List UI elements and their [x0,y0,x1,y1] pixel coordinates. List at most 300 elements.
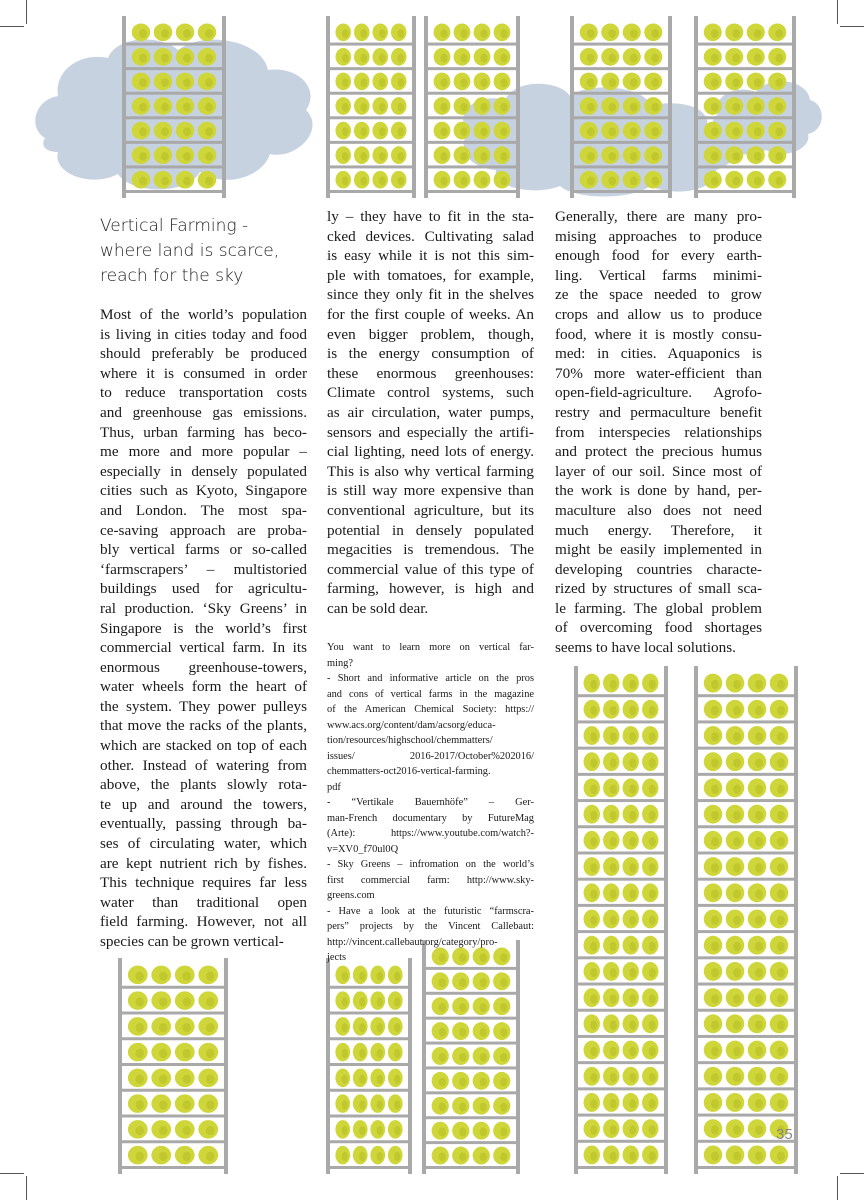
plant-shade [629,994,636,1003]
plant-shade [777,837,785,846]
text-line: ral production. ‘Sky Greens’ in [100,599,307,617]
plant-shade [342,127,349,136]
plant-shade [139,177,147,186]
plant-shade [183,1049,191,1058]
plant-shade [590,889,597,898]
plant-shade [183,103,191,112]
plant-shade [480,1103,487,1112]
plant-shade [500,1078,507,1087]
plant-shade [342,103,349,112]
plant-shade [733,1125,741,1134]
plant-shade [500,103,507,112]
rack-shelf [574,1140,668,1143]
plant-shade [394,1049,400,1058]
plant-shade [649,732,656,741]
plant-shade [777,942,785,951]
rack-shelf [694,956,798,959]
rack-shelf [694,141,796,144]
plant-shade [777,680,785,689]
rack-shelf [574,799,668,802]
rack-shelf [326,190,416,193]
plant-shade [206,1023,214,1032]
plant-shade [755,1047,763,1056]
rack-shelf [424,141,520,144]
rack-shelf [422,1091,520,1094]
text-line: which are stacked on top of each [100,737,307,755]
text-line: This is also why vertical farming [327,462,534,480]
plant-shade [500,177,507,186]
text-line: - Short and informative article on the pros [327,673,534,684]
text-line: mising approaches to produce [555,227,762,245]
rack-shelf [422,1116,520,1119]
plant-shade [480,54,487,63]
rack-shelf [422,1042,520,1045]
plant-shade [610,1099,617,1108]
article-heading [100,214,300,289]
plant-shade [394,1126,400,1135]
plant-shade [775,78,783,87]
text-line: 70% more water-efficient than [555,364,762,382]
plant-shade [480,1127,487,1136]
plant-shade [610,706,617,715]
text-line: the work is done by hand, per- [555,482,762,500]
rack-shelf [574,720,668,723]
text-line: and London. The most spa- [100,501,307,519]
plant-shade [480,1028,487,1037]
text-line: le farming. The global problem [555,599,762,617]
plant-shade [755,706,763,715]
plant-shade [480,103,487,112]
plant-shade [711,103,719,112]
rack-shelf [570,92,672,95]
plant-shade [608,78,616,87]
plant-shade [629,1099,636,1108]
text-line: v=XV0_f70ul0Q [327,843,399,855]
plant-shade [651,177,659,186]
text-line: that move the racks of the plants, [100,717,307,735]
plant-shade [777,785,785,794]
plant-shade [629,1047,636,1056]
plant-shade [342,1075,348,1084]
text-line: man-French documentary by FutureMag [327,812,534,824]
plant-shade [610,994,617,1003]
plant-shade [159,1049,167,1058]
plant-shade [480,978,487,987]
plant-shade [711,785,719,794]
plant-shade [590,706,597,715]
plant-shade [440,177,447,186]
plant-shade [360,29,367,38]
plant-shade [360,54,367,63]
text-line: enough food for every earth- [555,247,762,265]
text-line: issues/ 2016-2017/October%202016/ [327,750,534,762]
plant-shade [440,29,447,38]
plant-shade [206,1075,214,1084]
text-line: potential in densely populated [327,521,534,539]
plant-shade [777,1020,785,1029]
text-line: pers” projects by the Vincent Callebaut: [327,921,534,932]
rack-shelf [694,165,796,168]
plant-shade [755,994,763,1003]
plant-shade [629,758,636,767]
plant-shade [500,1028,507,1037]
plant-shade [711,78,719,87]
plant-shade [439,1028,446,1037]
plant-shade [733,1099,741,1108]
text-line: greens.com [327,890,375,901]
plant-shade [183,1126,191,1135]
text-line: layer of our soil. Since most of [555,462,762,480]
rack-shelf [694,720,798,723]
plant-shade [460,127,467,136]
plant-shade [590,916,597,925]
plant-shade [610,1125,617,1134]
plant-rack [422,940,520,1174]
plant-shade [754,54,762,63]
plant-shade [775,127,783,136]
plant-shade [711,968,719,977]
rack-shelf [326,986,412,989]
rack-shelf [574,747,668,750]
plant-shade [608,54,616,63]
plant-shade [651,54,659,63]
plant-shade [342,972,348,981]
plant-shade [775,29,783,38]
text-line: field farming. However, not all [100,913,307,931]
plant-shade [459,1003,466,1012]
plant-shade [608,29,616,38]
rack-shelf [424,92,520,95]
text-line: open-field-agriculture. Agrofo- [555,384,762,402]
plant-shade [754,78,762,87]
text-line: ses of circulating water, which [100,835,307,853]
plant-shade [649,785,656,794]
rack-shelf [118,1037,228,1040]
plant-shade [629,1073,636,1082]
plant-shade [590,1020,597,1029]
plant-shade [480,177,487,186]
plant-shade [439,1103,446,1112]
plant-shade [159,997,167,1006]
plant-rack [326,958,412,1174]
plant-shade [379,54,386,63]
column-1-text [100,305,307,952]
plant-shade [205,54,213,63]
rack-shelf [574,1035,668,1038]
plant-shade [590,1099,597,1108]
plant-shade [649,680,656,689]
plant-shade [755,916,763,925]
plant-shade [159,1126,167,1135]
plant-shade [206,997,214,1006]
plant-shade [587,177,595,186]
text-line: Thus, urban farming has beco- [100,423,307,441]
plant-shade [733,1020,741,1029]
rack-shelf [694,799,798,802]
plant-shade [500,29,507,38]
text-line: is the energy consumption of [327,345,534,363]
plant-shade [183,1152,191,1161]
plant-shade [733,785,741,794]
plant-shade [754,127,762,136]
rack-shelf [122,67,226,70]
plant-shade [397,54,404,63]
plant-shade [360,127,367,136]
plant-shade [397,152,404,161]
plant-shade [732,177,740,186]
plant-shade [439,1127,446,1136]
plant-shade [651,29,659,38]
text-line: especially in densely populated [100,462,307,480]
plant-shade [733,1073,741,1082]
plant-shade [590,811,597,820]
plant-shade [397,29,404,38]
text-line: ‘farmscrapers’ – multistoried [100,560,307,578]
text-line: Singapore is the world’s first [100,619,307,637]
plant-shade [732,127,740,136]
plant-shade [629,785,636,794]
plant-shade [459,1103,466,1112]
plant-shade [587,29,595,38]
text-line: eventually, passing through ba- [100,815,307,833]
rack-shelf [326,43,416,46]
plant-shade [711,1125,719,1134]
rack-shelf [694,904,798,907]
text-line: ce-saving approach are proba- [100,521,307,539]
plant-shade [590,994,597,1003]
plant-shade [480,1053,487,1062]
plant-shade [733,706,741,715]
plant-shade [775,152,783,161]
plant-shade [711,1047,719,1056]
rack-shelf [694,694,798,697]
plant-shade [379,152,386,161]
rack-shelf [574,983,668,986]
plant-shade [460,152,467,161]
plant-shade [439,978,446,987]
text-line: can be sold dear. [327,599,429,617]
rack-shelf [694,43,796,46]
plant-shade [342,1126,348,1135]
plant-shade [755,758,763,767]
plant-shade [649,811,656,820]
plant-shade [755,837,763,846]
plant-shade [630,103,638,112]
plant-shade [342,29,349,38]
rack-post [422,940,426,1174]
rack-shelf [118,1140,228,1143]
text-line: even bigger problem, though, [327,325,534,343]
rack-shelf [122,165,226,168]
plant-shade [590,680,597,689]
plant-shade [587,127,595,136]
text-line: pdf [327,781,341,793]
heading-line: Vertical Farming - [100,216,249,236]
plant-shade [587,78,595,87]
plant-shade [711,680,719,689]
rack-post [664,666,668,1174]
rack-shelf [424,165,520,168]
text-line: for the first couple of weeks. An [327,305,534,323]
plant-shade [500,54,507,63]
plant-shade [161,127,169,136]
plant-shade [755,942,763,951]
rack-shelf [422,1066,520,1069]
rack-shelf [326,141,416,144]
further-reading-box [327,640,534,966]
plant-shade [205,103,213,112]
rack-shelf [118,1115,228,1118]
plant-shade [711,837,719,846]
plant-shade [480,1003,487,1012]
plant-shade [500,1127,507,1136]
rack-post [570,16,574,198]
plant-shade [590,1151,597,1160]
plant-shade [359,997,365,1006]
plant-shade [777,811,785,820]
plant-shade [342,152,349,161]
plant-shade [775,54,783,63]
text-line: enormous greenhouse-towers, [100,658,307,676]
plant-shade [711,994,719,1003]
rack-shelf [694,1166,798,1169]
text-line: chemmatters-oct2016-vertical-farming. [327,766,491,777]
plant-shade [377,1126,383,1135]
text-line: farming, however, is high and [327,580,534,598]
plant-shade [183,1023,191,1032]
plant-shade [136,1100,144,1109]
plant-shade [733,811,741,820]
plant-shade [342,997,348,1006]
plant-shade [755,968,763,977]
rack-shelf [574,825,668,828]
plant-shade [459,1127,466,1136]
plant-shade [732,103,740,112]
text-line: This technique requires far less [100,874,307,892]
plant-shade [649,1099,656,1108]
plant-shade [777,889,785,898]
plant-shade [590,863,597,872]
rack-shelf [694,773,798,776]
plant-shade [206,1049,214,1058]
rack-shelf [694,747,798,750]
plant-shade [775,103,783,112]
rack-shelf [694,930,798,933]
plant-shade [590,1047,597,1056]
plant-shade [161,177,169,186]
plant-shade [440,54,447,63]
rack-post [412,16,416,198]
plant-shade [733,889,741,898]
plant-shade [755,680,763,689]
rack-shelf [326,1089,412,1092]
rack-shelf [118,1063,228,1066]
plant-shade [755,1020,763,1029]
text-line: Most of the world’s population [100,306,307,323]
plant-shade [711,1073,719,1082]
text-line: restry and permaculture benefit [555,403,762,421]
plant-shade [711,942,719,951]
page-number: 35 [776,1126,793,1143]
plant-shade [183,1100,191,1109]
plant-shade [183,997,191,1006]
rack-post [694,666,698,1174]
plant-shade [360,152,367,161]
plant-shade [590,1073,597,1082]
rack-shelf [694,1061,798,1064]
text-line: ling. Vertical farms minimi- [555,266,762,284]
plant-shade [440,78,447,87]
rack-shelf [570,43,672,46]
plant-shade [377,1023,383,1032]
plant-shade [136,997,144,1006]
plant-shade [711,732,719,741]
plant-shade [183,127,191,136]
plant-shade [777,1151,785,1160]
text-line: buildings used for agricultu- [100,580,307,598]
plant-shade [480,78,487,87]
plant-shade [733,758,741,767]
text-line: jects [327,952,347,963]
plant-shade [342,78,349,87]
plant-shade [161,152,169,161]
plant-shade [711,1151,719,1160]
plant-shade [777,1099,785,1108]
plant-shade [359,1075,365,1084]
text-line: med: in cities. Aquaponics is [555,345,762,363]
rack-shelf [118,1166,228,1169]
rack-shelf [694,67,796,70]
plant-shade [480,1152,487,1161]
plant-shade [394,1152,400,1161]
rack-shelf [574,773,668,776]
plant-shade [439,1053,446,1062]
rack-shelf [574,694,668,697]
plant-shade [711,152,719,161]
text-line: and cons of vertical farms in the magazine [327,688,534,700]
plant-shade [460,103,467,112]
plant-shade [755,889,763,898]
plant-shade [183,78,191,87]
plant-shade [161,78,169,87]
plant-shade [649,994,656,1003]
plant-shade [711,177,719,186]
plant-shade [205,78,213,87]
text-line: above, the plants slowly rota- [100,776,307,794]
plant-shade [754,103,762,112]
text-line: seems to have local solutions. [555,639,736,657]
plant-shade [139,54,147,63]
plant-shade [610,968,617,977]
plant-shade [629,837,636,846]
text-line: te up and around the towers, [100,795,307,813]
plant-shade [206,972,214,981]
plant-shade [159,1100,167,1109]
plant-shade [440,152,447,161]
plant-shade [610,811,617,820]
text-line: might be easily implemented in [555,541,762,559]
plant-shade [733,916,741,925]
rack-post [224,958,228,1174]
rack-post [668,16,672,198]
plant-shade [629,916,636,925]
rack-shelf [422,1017,520,1020]
rack-post [326,958,330,1174]
plant-shade [377,1152,383,1161]
text-line: to reduce transportation costs [100,384,307,402]
rack-shelf [694,190,796,193]
plant-shade [342,1023,348,1032]
